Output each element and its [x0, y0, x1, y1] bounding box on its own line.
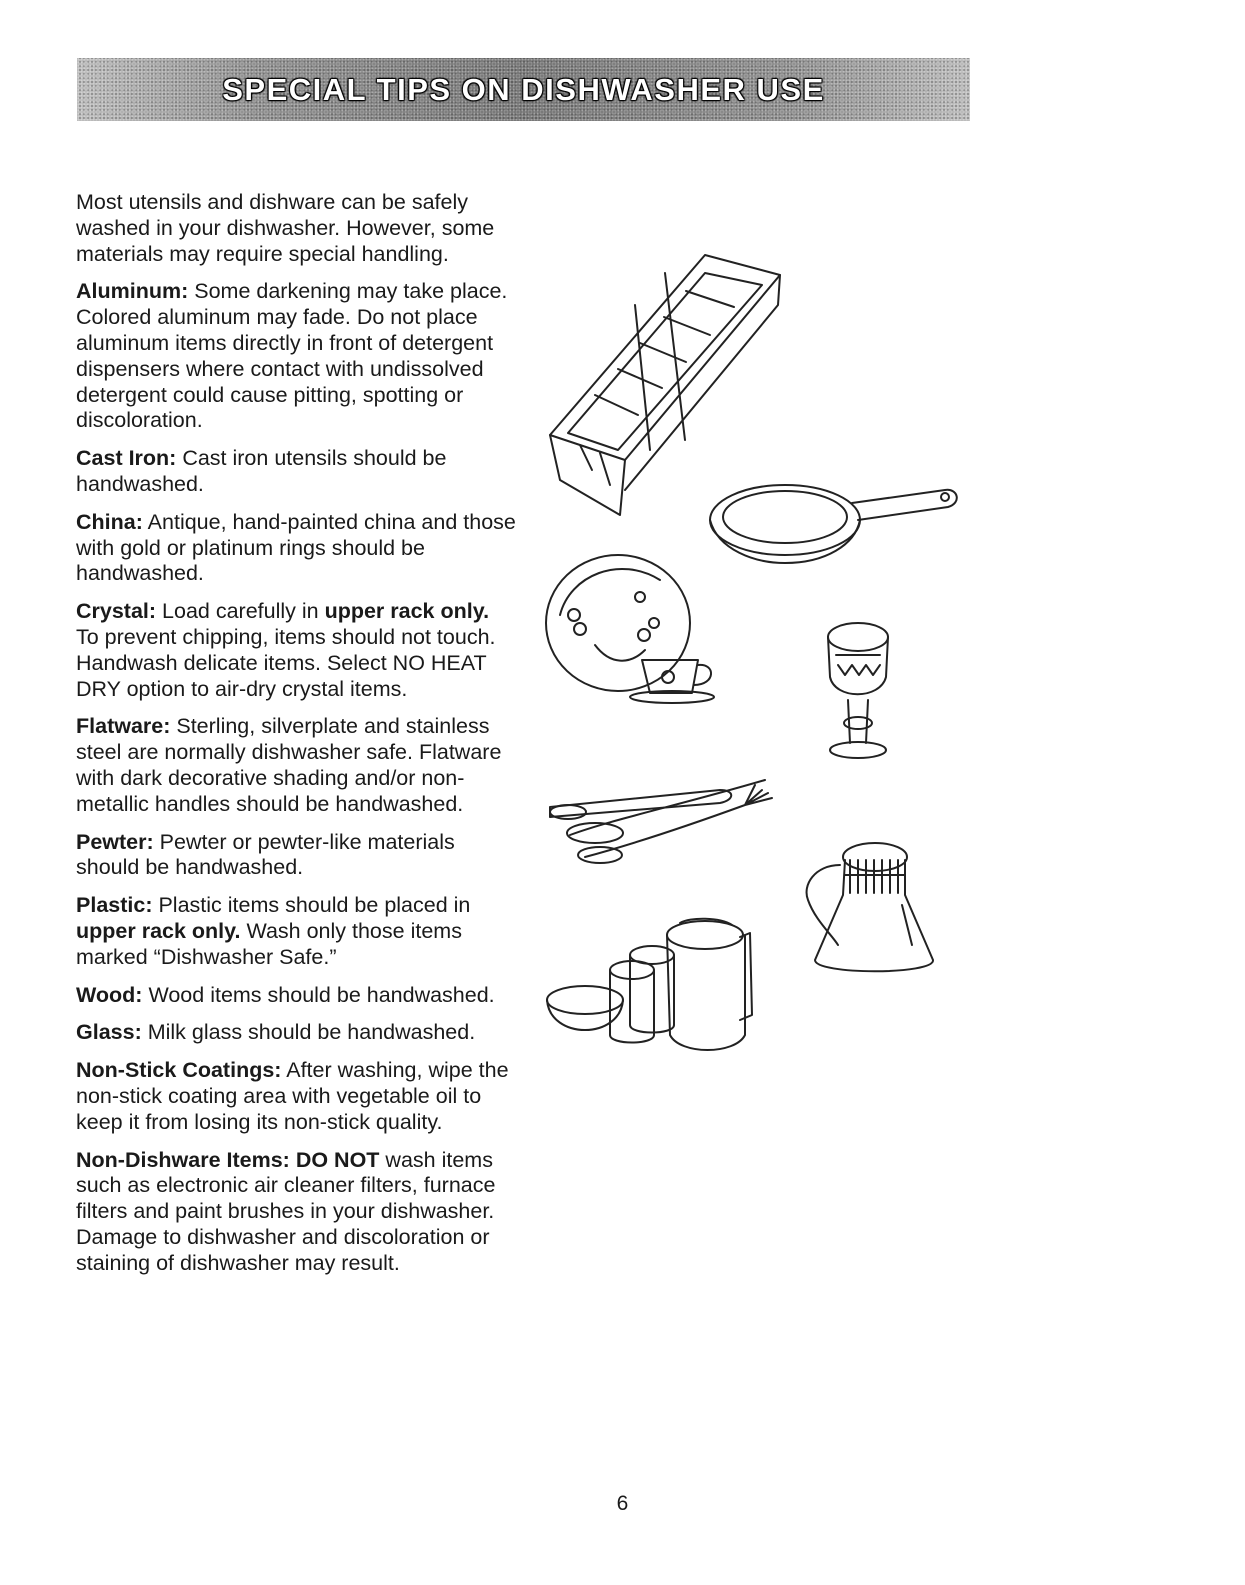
tip-term: Non-Stick Coatings:	[76, 1058, 282, 1083]
tip-term: China:	[76, 509, 143, 534]
tip-text: Load carefully in	[156, 599, 325, 624]
tip-text: Some darkening may take place. Colored aluminum may fade. Do not place aluminum items directly in front of detergent dispensers where contact with undissolved detergent could cause pitting, spotting or discoloration.	[76, 279, 508, 433]
page-title: SPECIAL TIPS ON DISHWASHER USE	[222, 71, 825, 107]
plate-teacup-icon	[546, 555, 714, 703]
goblet-icon	[828, 623, 888, 758]
tip-plastic	[76, 893, 516, 970]
tip-emphasis: upper rack only.	[76, 918, 241, 943]
tip-flatware	[76, 714, 516, 817]
tip-emphasis: DO NOT	[289, 1147, 380, 1172]
tip-glass	[76, 1020, 516, 1046]
dishware-illustration	[540, 245, 980, 1065]
tip-text: Plastic items should be placed in	[152, 893, 471, 918]
tip-term: Pewter:	[76, 829, 154, 854]
tip-text: To prevent chipping, items should not touch. Handwash delicate items. Select NO HEAT DRY option to air-dry crystal items.	[76, 624, 496, 701]
tip-wood	[76, 983, 516, 1009]
tip-non-dishware	[76, 1148, 516, 1277]
tip-term: Cast Iron:	[76, 446, 177, 471]
kitchenware-icon	[547, 919, 752, 1050]
skillet-icon	[710, 485, 957, 563]
tip-term: Wood:	[76, 982, 143, 1007]
intro-paragraph: Most utensils and dishware can be safely washed in your dishwasher. However, some materials may require special handling.	[76, 190, 495, 266]
tip-china	[76, 510, 516, 587]
tip-emphasis: upper rack only.	[324, 599, 490, 624]
ice-tray-icon	[550, 255, 780, 515]
percolator-icon	[807, 843, 933, 971]
tip-text: Milk glass should be handwashed.	[141, 1020, 476, 1045]
tip-text: Wood items should be handwashed.	[142, 982, 495, 1007]
tip-term: Non-Dishware Items:	[76, 1147, 290, 1172]
tip-pewter	[76, 830, 516, 882]
tip-term: Flatware:	[76, 714, 171, 739]
tip-aluminum	[76, 279, 516, 434]
tip-text: After washing, wipe the non-stick coating area with vegetable oil to keep it from losing its non-stick quality.	[76, 1058, 509, 1134]
flatware-icon	[550, 780, 772, 863]
tip-term: Aluminum:	[76, 279, 189, 304]
tip-crystal	[76, 599, 516, 702]
tip-cast-iron	[76, 446, 516, 498]
tip-text: Pewter or pewter-like materials should be handwashed.	[76, 829, 455, 880]
tip-term: Glass:	[76, 1020, 142, 1045]
tip-text: Antique, hand-painted china and those with gold or platinum rings should be handwashed.	[76, 509, 516, 586]
page-number: 6	[616, 1492, 629, 1515]
tip-text: Cast iron utensils should be handwashed.	[76, 446, 447, 496]
section-banner	[77, 58, 970, 121]
tip-term: Crystal:	[76, 599, 157, 624]
tip-text: Sterling, silverplate and stainless steel are normally dishwasher safe. Flatware with dark decorative shading and/or non-metallic handles should be handwashed.	[76, 714, 502, 816]
tip-text: wash items such as electronic air cleaner filters, furnace filters and paint brushes in your dishwasher. Damage to dishwasher and discoloration or staining of dishwasher may result.	[76, 1147, 496, 1275]
tips-column	[76, 190, 516, 1288]
tip-non-stick	[76, 1058, 516, 1135]
tip-term: Plastic:	[76, 893, 153, 918]
tip-text: Wash only those items marked “Dishwasher Safe.”	[76, 918, 462, 969]
